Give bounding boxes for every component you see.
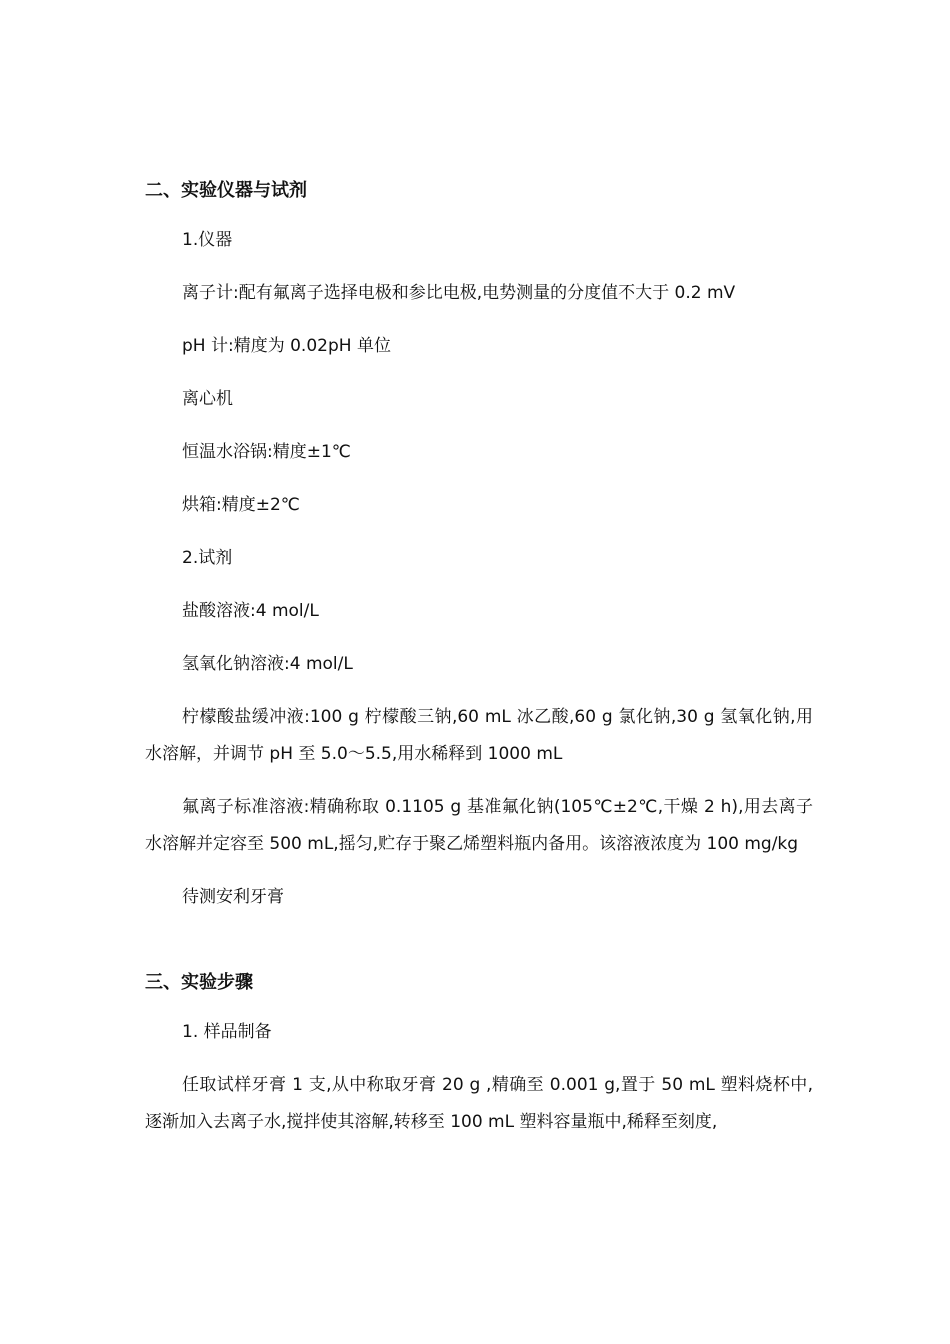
paragraph-citrate-buffer: 柠檬酸盐缓冲液:100 g 柠檬酸三钠,60 mL 冰乙酸,60 g 氯化钠,30 g 氢氧化钠,用水溶解，并调节 pH 至 5.0～5.5,用水稀释到 1000 mL [145,707,813,764]
paragraph-reagents-label: 2.试剂 [182,548,233,568]
paragraph-instruments-label: 1.仪器 [182,230,233,250]
paragraph-naoh-solution: 氢氧化钠溶液:4 mol/L [182,654,353,674]
paragraph-water-bath: 恒温水浴锅:精度±1℃ [182,442,351,462]
paragraph-oven: 烘箱:精度±2℃ [182,495,300,515]
paragraph-ph-meter: pH 计:精度为 0.02pH 单位 [182,336,391,356]
paragraph-hcl-solution: 盐酸溶液:4 mol/L [182,601,319,621]
paragraph-sample-toothpaste: 待测安利牙膏 [182,887,284,907]
paragraph-sample-prep-label: 1. 样品制备 [182,1022,272,1042]
paragraph-fluoride-standard: 氟离子标准溶液:精确称取 0.1105 g 基准氟化钠(105℃±2℃,干燥 2 h),用去离子水溶解并定容至 500 mL,摇匀,贮存于聚乙烯塑料瓶内备用。该溶液浓度为 100 mg/kg [145,797,813,854]
section-heading-apparatus-reagents: 二、实验仪器与试剂 [145,180,307,201]
paragraph-centrifuge: 离心机 [182,389,233,409]
paragraph-ion-meter: 离子计:配有氟离子选择电极和参比电极,电势测量的分度值不大于 0.2 mV [182,283,736,303]
document-body [145,176,813,1141]
paragraph-sample-prep-text: 任取试样牙膏 1 支,从中称取牙膏 20 g ,精确至 0.001 g,置于 50 mL 塑料烧杯中,逐渐加入去离子水,搅拌使其溶解,转移至 100 mL 塑料容量瓶中,稀释至刻度, [145,1075,813,1132]
section-heading-procedure: 三、实验步骤 [145,972,253,993]
